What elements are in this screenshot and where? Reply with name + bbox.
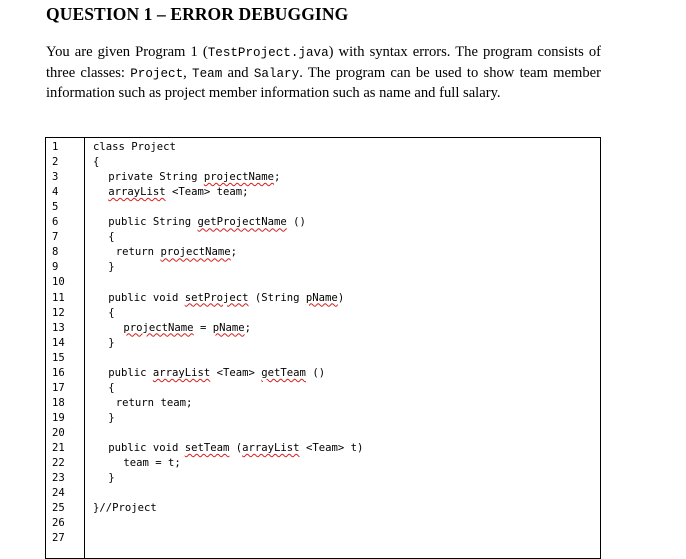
line-number: 24 bbox=[52, 487, 65, 500]
code-token: public bbox=[108, 366, 153, 379]
syntax-error-token: arrayList bbox=[152, 366, 211, 379]
code-line bbox=[108, 336, 114, 351]
question-heading: QUESTION 1 – ERROR DEBUGGING bbox=[46, 4, 349, 24]
line-number: 22 bbox=[52, 457, 65, 470]
syntax-error-token: pName bbox=[305, 291, 338, 304]
inline-code: Salary bbox=[253, 66, 300, 81]
code-line bbox=[108, 185, 248, 200]
code-listing bbox=[45, 137, 601, 559]
code-line bbox=[123, 321, 251, 336]
line-number: 16 bbox=[52, 366, 65, 379]
syntax-error-token: getTeam bbox=[261, 366, 306, 379]
line-number: 12 bbox=[52, 306, 65, 319]
syntax-error-token: projectName bbox=[203, 171, 275, 184]
line-number: 9 bbox=[52, 261, 59, 274]
line-number: 5 bbox=[52, 201, 59, 214]
code-line bbox=[108, 441, 363, 456]
paragraph-text: , bbox=[183, 64, 193, 81]
code-token: private String bbox=[108, 171, 204, 184]
code-line bbox=[108, 291, 344, 306]
code-line bbox=[93, 140, 176, 155]
code-token: () bbox=[305, 366, 326, 379]
syntax-error-token: arrayList bbox=[108, 186, 166, 199]
paragraph-text: You are given Program 1 ( bbox=[46, 44, 208, 60]
code-token: ) bbox=[337, 291, 345, 304]
paragraph-text: . The program can be used to show team member information such as project member information such as name and full salary. bbox=[46, 64, 601, 101]
code-line bbox=[108, 306, 114, 321]
line-number: 7 bbox=[52, 231, 59, 244]
code-token: ; bbox=[230, 246, 238, 259]
line-number: 11 bbox=[52, 291, 65, 304]
question-description bbox=[46, 43, 601, 104]
line-number: 8 bbox=[52, 246, 59, 259]
syntax-error-token: projectName bbox=[123, 321, 194, 334]
code-token: public void bbox=[108, 291, 185, 304]
code-line bbox=[93, 501, 157, 516]
code-token: ; bbox=[244, 321, 251, 334]
code-token: { bbox=[93, 156, 100, 169]
code-line bbox=[108, 215, 306, 230]
code-token: return bbox=[115, 246, 161, 259]
code-token: <Team> t) bbox=[299, 442, 364, 454]
line-number: 17 bbox=[52, 381, 65, 394]
code-line bbox=[108, 230, 114, 245]
code-token: team = t; bbox=[123, 457, 181, 470]
syntax-error-token: pName bbox=[212, 321, 245, 334]
code-token: <Team> bbox=[210, 366, 262, 379]
code-token: public void bbox=[108, 442, 185, 454]
paragraph-text: and bbox=[222, 64, 254, 81]
code-token: }//Project bbox=[93, 502, 157, 515]
line-number: 27 bbox=[52, 532, 65, 545]
code-token: { bbox=[108, 306, 115, 319]
line-number: 23 bbox=[52, 472, 65, 485]
code-line bbox=[93, 155, 99, 170]
code-token: { bbox=[108, 231, 115, 244]
line-number: 2 bbox=[52, 156, 59, 169]
code-line bbox=[123, 456, 180, 471]
code-line bbox=[108, 170, 280, 185]
line-number: 3 bbox=[52, 171, 59, 184]
line-number: 21 bbox=[52, 442, 65, 454]
syntax-error-token: setProject bbox=[184, 291, 249, 304]
code-token: ( bbox=[229, 442, 243, 454]
code-token: return team; bbox=[115, 396, 193, 409]
line-number: 6 bbox=[52, 216, 59, 229]
code-token: } bbox=[108, 261, 115, 274]
line-number: 19 bbox=[52, 411, 65, 424]
line-number: 14 bbox=[52, 336, 65, 349]
code-token: } bbox=[108, 472, 115, 485]
code-token: public String bbox=[108, 216, 198, 229]
syntax-error-token: setTeam bbox=[184, 442, 230, 454]
code-token: = bbox=[193, 321, 213, 334]
code-line bbox=[108, 381, 114, 396]
code-token: } bbox=[108, 336, 115, 349]
line-number: 4 bbox=[52, 186, 59, 199]
code-token: (String bbox=[248, 291, 306, 304]
line-number: 26 bbox=[52, 517, 65, 530]
code-line bbox=[116, 396, 193, 411]
inline-code: Team bbox=[192, 66, 223, 81]
paragraph-text: ) with syntax errors. The program consists of three classes: bbox=[46, 44, 601, 81]
code-token: } bbox=[108, 411, 115, 424]
inline-code: TestProject.java bbox=[207, 46, 329, 60]
syntax-error-token: arrayList bbox=[242, 442, 300, 454]
code-token: { bbox=[108, 381, 115, 394]
code-token: () bbox=[286, 216, 306, 229]
syntax-error-token: projectName bbox=[160, 246, 231, 259]
inline-code: Project bbox=[130, 66, 184, 81]
code-line bbox=[108, 411, 114, 426]
code-token: <Team> team; bbox=[165, 186, 249, 199]
gutter-divider bbox=[84, 138, 85, 558]
line-number: 20 bbox=[52, 426, 65, 439]
line-number: 18 bbox=[52, 396, 65, 409]
line-number: 1 bbox=[52, 141, 59, 153]
code-line bbox=[116, 245, 237, 260]
line-number: 15 bbox=[52, 351, 65, 364]
line-number: 10 bbox=[52, 276, 65, 289]
code-line bbox=[108, 260, 114, 275]
code-line bbox=[108, 471, 114, 486]
line-number: 25 bbox=[52, 502, 65, 515]
line-number: 13 bbox=[52, 321, 65, 334]
code-token: ; bbox=[274, 171, 281, 184]
syntax-error-token: getProjectName bbox=[197, 216, 287, 229]
code-token: class Project bbox=[93, 141, 176, 153]
code-line bbox=[108, 366, 325, 381]
